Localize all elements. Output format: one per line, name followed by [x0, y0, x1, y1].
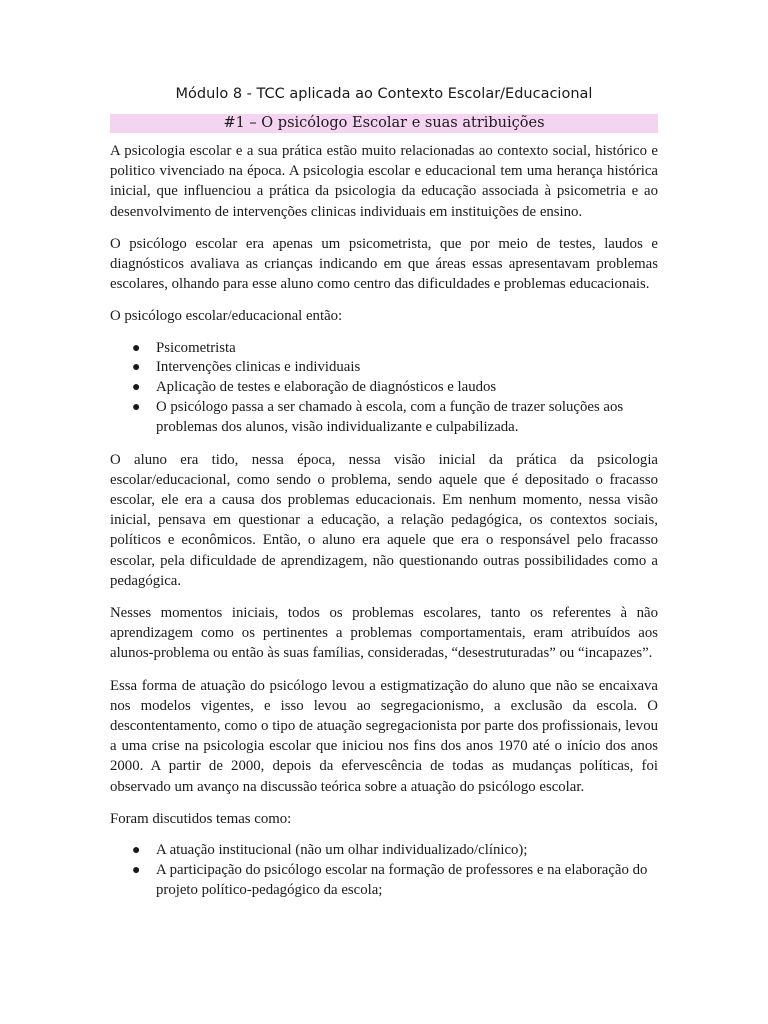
bullet-list: [110, 841, 658, 900]
list-item: [110, 339, 658, 359]
list-item-text: A participação do psicólogo escolar na formação de professores e na elaboração do projeto político-pedagógico da escola;: [156, 861, 648, 898]
list-item: [110, 398, 658, 438]
bullet-icon: ●: [132, 360, 141, 376]
list-item: [110, 378, 658, 398]
paragraph: Essa forma de atuação do psicólogo levou a estigmatização do aluno que não se encaixava nos modelos vigentes, e isso levou ao segregacionismo, a exclusão da escola. O descontentamento, como o tipo de atuação segregacionista por parte dos profissionais, levou a uma crise na psicologia escolar que iniciou nos fins dos anos 1970 até o início dos anos 2000. A partir de 2000, depois da efervescência de todas as mudanças políticas, foi observado um avanço na discussão teórica sobre a atuação do psicólogo escolar.: [110, 677, 658, 795]
module-title: Módulo 8 - TCC aplicada ao Contexto Escolar/Educacional: [175, 86, 593, 102]
document-page: [110, 84, 658, 912]
paragraph: A psicologia escolar e a sua prática estão muito relacionadas ao contexto social, histórico e politico vivenciado na época. A psicologia escolar e educacional tem uma herança histórica inicial, que influenciou a prática da psicologia da educação associada à psicometria e ao desenvolvimento de intervenções clinicas individuais em instituições de ensino.: [110, 143, 658, 220]
bullet-icon: ●: [132, 400, 141, 416]
list-lead: Foram discutidos temas como:: [110, 810, 292, 827]
paragraph: O psicólogo escolar era apenas um psicometrista, que por meio de testes, laudos e diagnósticos avaliava as crianças indicando em que áreas essas apresentavam problemas escolares, olhando para esse aluno como centro das dificuldades e problemas educacionais.: [110, 235, 658, 293]
bullet-icon: ●: [132, 862, 141, 878]
section-heading: #1 – O psicólogo Escolar e suas atribuições: [110, 114, 658, 133]
list-item-text: A atuação institucional (não um olhar individualizado/clínico);: [156, 842, 528, 859]
paragraph: Nesses momentos iniciais, todos os problemas escolares, tanto os referentes à não aprendizagem como os pertinentes a problemas comportamentais, eram atribuídos aos alunos-problema ou então às suas famílias, consideradas, “desestruturadas” ou “incapazes”.: [110, 605, 658, 662]
list-item-text: Psicometrista: [156, 339, 236, 356]
paragraph: O aluno era tido, nessa época, nessa visão inicial da prática da psicologia escolar/educacional, como sendo o problema, sendo aquele que é depositado o fracasso escolar, ele era a causa dos problemas educacionais. Em nenhum momento, nessa visão inicial, pensava em questionar a educação, a relação pedagógica, os contextos sociais, políticos e econômicos. Então, o aluno era aquele que era o responsável pelo fracasso escolar, pela dificuldade de aprendizagem, não questionando outras possibilidades como a pedagógica.: [110, 451, 658, 589]
bullet-icon: ●: [132, 380, 141, 396]
bullet-icon: ●: [132, 340, 141, 356]
bullet-list: [110, 339, 658, 438]
list-item-text: Aplicação de testes e elaboração de diagnósticos e laudos: [156, 379, 497, 396]
list-lead: O psicólogo escolar/educacional então:: [110, 308, 343, 325]
list-item: [110, 841, 658, 861]
list-item-text: O psicólogo passa a ser chamado à escola, com a função de trazer soluções aos problemas dos alunos, visão individualizante e culpabilizada.: [156, 399, 624, 435]
list-item: [110, 358, 658, 378]
bullet-icon: ●: [132, 843, 141, 859]
list-item-text: Intervenções clinicas e individuais: [156, 359, 361, 376]
list-item: [110, 861, 658, 901]
